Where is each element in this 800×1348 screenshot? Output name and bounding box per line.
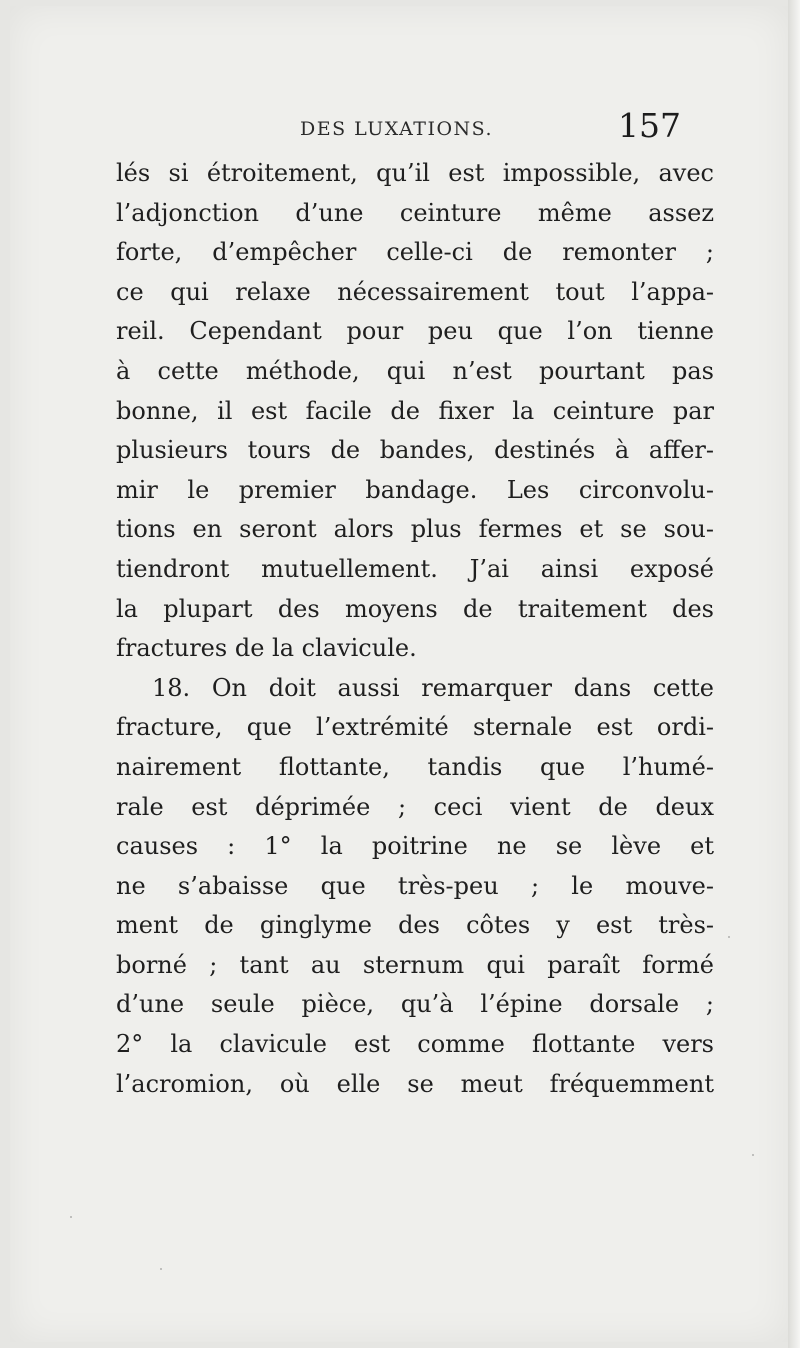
text-line: reil. Cependant pour peu que l’on tienne <box>116 317 714 346</box>
paragraph-start-line: 18. On doit aussi remarquer dans cette <box>152 673 714 702</box>
paper-speck <box>728 936 730 938</box>
page-header <box>10 106 788 152</box>
text-line: plusieurs tours de bandes, destinés à affer- <box>116 436 714 465</box>
text-line: nairement flottante, tandis que l’humé- <box>116 752 714 781</box>
text-line: ne s’abaisse que très-peu ; le mouve- <box>116 871 714 900</box>
text-line: rale est déprimée ; ceci vient de deux <box>116 792 714 821</box>
paper-speck <box>160 1268 162 1270</box>
text-line: borné ; tant au sternum qui paraît formé <box>116 950 714 979</box>
text-line: fracture, que l’extrémité sternale est ordi- <box>116 713 714 742</box>
text-line: l’acromion, où elle se meut fréquemment <box>116 1069 714 1098</box>
text-line: l’adjonction d’une ceinture même assez <box>116 198 714 227</box>
text-line: 2° la clavicule est comme flottante vers <box>116 1030 714 1059</box>
body-text <box>116 154 714 1104</box>
text-line: fractures de la clavicule. <box>116 634 417 663</box>
text-line: ment de ginglyme des côtes y est très- <box>116 911 714 940</box>
running-head: DES LUXATIONS. <box>300 118 494 140</box>
text-line: ce qui relaxe nécessairement tout l’appa- <box>116 277 714 306</box>
paper-speck <box>752 1154 754 1156</box>
text-line: à cette méthode, qui n’est pourtant pas <box>116 356 714 385</box>
text-line: bonne, il est facile de fixer la ceinture par <box>116 396 714 425</box>
text-line: causes : 1° la poitrine ne se lève et <box>116 832 714 861</box>
book-page <box>10 6 788 1342</box>
text-line: mir le premier bandage. Les circonvolu- <box>116 475 714 504</box>
page-number: 157 <box>618 106 681 145</box>
page-edge-shadow <box>788 0 800 1348</box>
text-line: tiendront mutuellement. J’ai ainsi exposé <box>116 554 714 583</box>
text-line: tions en seront alors plus fermes et se sou- <box>116 515 714 544</box>
text-line: la plupart des moyens de traitement des <box>116 594 714 623</box>
paper-speck <box>70 1216 72 1218</box>
text-line: lés si étroitement, qu’il est impossible, avec <box>116 159 714 187</box>
text-line: forte, d’empêcher celle-ci de remonter ; <box>116 238 714 267</box>
text-line: d’une seule pièce, qu’à l’épine dorsale ; <box>116 990 714 1019</box>
